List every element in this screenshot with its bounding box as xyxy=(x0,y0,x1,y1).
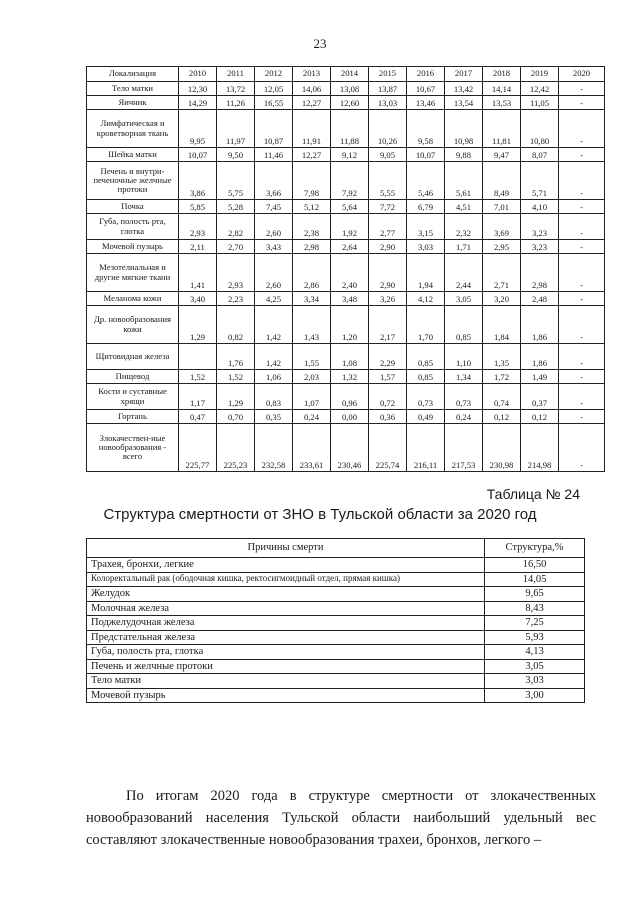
value-cell: 0,96 xyxy=(331,384,369,410)
value-cell: 9,50 xyxy=(217,148,255,162)
value-cell: 2,60 xyxy=(255,214,293,240)
value-cell: - xyxy=(559,384,605,410)
value-cell: 0,85 xyxy=(407,344,445,370)
value-cell: 1,84 xyxy=(483,306,521,344)
value-cell: 0,70 xyxy=(217,410,255,424)
localization-cell: Тело матки xyxy=(87,82,179,96)
localization-cell: Печень и внутри-печеночные желчные протоки xyxy=(87,162,179,200)
value-cell: 11,46 xyxy=(255,148,293,162)
value-cell: - xyxy=(559,148,605,162)
value-cell: 0,74 xyxy=(483,384,521,410)
value-cell: 0,72 xyxy=(369,384,407,410)
value-cell: 13,53 xyxy=(483,96,521,110)
share-cell: 3,05 xyxy=(485,659,585,674)
value-cell: 2,77 xyxy=(369,214,407,240)
value-cell: 1,41 xyxy=(179,254,217,292)
table-title: Структура смертности от ЗНО в Тульской области за 2020 год xyxy=(103,506,537,523)
value-cell: 7,92 xyxy=(331,162,369,200)
value-cell: 11,81 xyxy=(483,110,521,148)
value-cell: 10,26 xyxy=(369,110,407,148)
value-cell: 1,20 xyxy=(331,306,369,344)
value-cell: 10,07 xyxy=(179,148,217,162)
value-cell: 3,34 xyxy=(293,292,331,306)
value-cell: 3,15 xyxy=(407,214,445,240)
share-cell: 14,05 xyxy=(485,572,585,587)
header-year: 2012 xyxy=(255,67,293,82)
value-cell: 11,97 xyxy=(217,110,255,148)
value-cell: 5,61 xyxy=(445,162,483,200)
value-cell: 1,76 xyxy=(217,344,255,370)
value-cell: 2,98 xyxy=(521,254,559,292)
cause-cell: Печень и желчные протоки xyxy=(87,659,485,674)
cause-cell: Губа, полость рта, глотка xyxy=(87,645,485,660)
value-cell: 5,75 xyxy=(217,162,255,200)
value-cell: 1,29 xyxy=(179,306,217,344)
value-cell: 225,77 xyxy=(179,424,217,472)
incidence-table-header xyxy=(87,67,605,82)
value-cell: 4,51 xyxy=(445,200,483,214)
value-cell: 9,12 xyxy=(331,148,369,162)
share-cell: 4,13 xyxy=(485,645,585,660)
value-cell: 13,54 xyxy=(445,96,483,110)
value-cell: 8,49 xyxy=(483,162,521,200)
header-year: 2014 xyxy=(331,67,369,82)
value-cell: 9,95 xyxy=(179,110,217,148)
value-cell: 9,58 xyxy=(407,110,445,148)
value-cell: 1,10 xyxy=(445,344,483,370)
localization-cell: Злокачествен-ные новообразования - всего xyxy=(87,424,179,472)
value-cell: 11,88 xyxy=(331,110,369,148)
value-cell: 12,60 xyxy=(331,96,369,110)
header-year: 2017 xyxy=(445,67,483,82)
cause-cell: Молочная железа xyxy=(87,601,485,616)
value-cell: 1,06 xyxy=(255,370,293,384)
header-year: 2016 xyxy=(407,67,445,82)
mortality-table-body xyxy=(87,558,585,703)
table-row xyxy=(87,688,585,703)
value-cell: 3,26 xyxy=(369,292,407,306)
table-row xyxy=(87,424,605,472)
value-cell: 11,91 xyxy=(293,110,331,148)
value-cell: 0,82 xyxy=(217,306,255,344)
value-cell: 10,80 xyxy=(521,110,559,148)
share-cell: 9,65 xyxy=(485,587,585,602)
value-cell: 4,25 xyxy=(255,292,293,306)
share-cell: 8,43 xyxy=(485,601,585,616)
value-cell: 2,86 xyxy=(293,254,331,292)
value-cell: 9,47 xyxy=(483,148,521,162)
value-cell: 2,70 xyxy=(217,240,255,254)
value-cell: 0,85 xyxy=(445,306,483,344)
value-cell: 5,28 xyxy=(217,200,255,214)
value-cell: 7,98 xyxy=(293,162,331,200)
value-cell: 1,55 xyxy=(293,344,331,370)
header-year: 2010 xyxy=(179,67,217,82)
value-cell: 1,07 xyxy=(293,384,331,410)
table-row xyxy=(87,344,605,370)
value-cell: 0,47 xyxy=(179,410,217,424)
value-cell: 12,30 xyxy=(179,82,217,96)
table-row xyxy=(87,645,585,660)
value-cell: 0,12 xyxy=(521,410,559,424)
value-cell: 7,72 xyxy=(369,200,407,214)
value-cell: 2,60 xyxy=(255,254,293,292)
value-cell: 13,46 xyxy=(407,96,445,110)
value-cell: 225,23 xyxy=(217,424,255,472)
value-cell: - xyxy=(559,240,605,254)
value-cell: 2,11 xyxy=(179,240,217,254)
header-share: Структура,% xyxy=(485,539,585,558)
localization-cell: Гортань xyxy=(87,410,179,424)
value-cell: 1,34 xyxy=(445,370,483,384)
value-cell: 13,72 xyxy=(217,82,255,96)
value-cell: 1,42 xyxy=(255,306,293,344)
value-cell: 3,23 xyxy=(521,240,559,254)
table-row xyxy=(87,674,585,689)
share-cell: 16,50 xyxy=(485,558,585,573)
value-cell: 13,08 xyxy=(331,82,369,96)
value-cell: 11,26 xyxy=(217,96,255,110)
value-cell: 1,52 xyxy=(217,370,255,384)
localization-cell: Мочевой пузырь xyxy=(87,240,179,254)
value-cell: 3,69 xyxy=(483,214,521,240)
value-cell: 1,72 xyxy=(483,370,521,384)
value-cell: 2,93 xyxy=(217,254,255,292)
share-cell: 5,93 xyxy=(485,630,585,645)
table-row xyxy=(87,214,605,240)
value-cell: - xyxy=(559,292,605,306)
value-cell: 1,42 xyxy=(255,344,293,370)
value-cell: 216,11 xyxy=(407,424,445,472)
header-year: 2020 xyxy=(559,67,605,82)
value-cell: - xyxy=(559,370,605,384)
value-cell: - xyxy=(559,110,605,148)
value-cell: 2,38 xyxy=(293,214,331,240)
value-cell: 0,73 xyxy=(407,384,445,410)
value-cell: 3,23 xyxy=(521,214,559,240)
share-cell: 3,03 xyxy=(485,674,585,689)
value-cell: 3,86 xyxy=(179,162,217,200)
table-row xyxy=(87,82,605,96)
value-cell: 0,36 xyxy=(369,410,407,424)
value-cell: 0,24 xyxy=(445,410,483,424)
value-cell: 2,48 xyxy=(521,292,559,306)
cause-cell: Мочевой пузырь xyxy=(87,688,485,703)
table-row xyxy=(87,240,605,254)
value-cell: 10,67 xyxy=(407,82,445,96)
value-cell: 14,29 xyxy=(179,96,217,110)
value-cell: 0,00 xyxy=(331,410,369,424)
value-cell: 2,32 xyxy=(445,214,483,240)
mortality-table-header xyxy=(87,539,585,558)
localization-cell: Яичник xyxy=(87,96,179,110)
value-cell: - xyxy=(559,96,605,110)
table-row xyxy=(87,558,585,573)
table-row xyxy=(87,601,585,616)
header-row xyxy=(87,67,605,82)
header-year: 2019 xyxy=(521,67,559,82)
header-year: 2018 xyxy=(483,67,521,82)
value-cell: 1,52 xyxy=(179,370,217,384)
localization-cell: Почка xyxy=(87,200,179,214)
value-cell: 2,98 xyxy=(293,240,331,254)
localization-cell: Пищевод xyxy=(87,370,179,384)
header-localization: Локализация xyxy=(87,67,179,82)
value-cell: 6,79 xyxy=(407,200,445,214)
value-cell: 7,01 xyxy=(483,200,521,214)
value-cell: 0,35 xyxy=(255,410,293,424)
incidence-table-body xyxy=(87,82,605,472)
cause-cell: Тело матки xyxy=(87,674,485,689)
paragraph-text: По итогам 2020 года в структуре смертности от злокачественных новообразований населения Тульской области наибольший удельный вес составляют злокачественные новообразования трахеи, бронхов, легкого – xyxy=(86,787,596,848)
value-cell: 3,40 xyxy=(179,292,217,306)
localization-cell: Др. новообразования кожи xyxy=(87,306,179,344)
value-cell xyxy=(179,344,217,370)
cause-cell: Колоректальный рак (ободочная кишка, ректосигмоидный отдел, прямая кишка) xyxy=(87,572,485,587)
value-cell: 1,17 xyxy=(179,384,217,410)
value-cell: - xyxy=(559,306,605,344)
value-cell: 12,27 xyxy=(293,96,331,110)
value-cell: 1,86 xyxy=(521,306,559,344)
table-row xyxy=(87,96,605,110)
value-cell: 2,44 xyxy=(445,254,483,292)
value-cell: 14,06 xyxy=(293,82,331,96)
value-cell: 225,74 xyxy=(369,424,407,472)
value-cell: 12,05 xyxy=(255,82,293,96)
localization-cell: Шейка матки xyxy=(87,148,179,162)
value-cell: 1,71 xyxy=(445,240,483,254)
value-cell: 0,37 xyxy=(521,384,559,410)
value-cell: 7,45 xyxy=(255,200,293,214)
header-row xyxy=(87,539,585,558)
header-year: 2015 xyxy=(369,67,407,82)
value-cell: 5,12 xyxy=(293,200,331,214)
value-cell: 0,85 xyxy=(407,370,445,384)
header-year: 2011 xyxy=(217,67,255,82)
value-cell: 1,32 xyxy=(331,370,369,384)
value-cell: 1,35 xyxy=(483,344,521,370)
value-cell: 2,90 xyxy=(369,240,407,254)
value-cell: 14,14 xyxy=(483,82,521,96)
body-paragraph xyxy=(86,785,596,851)
value-cell: 233,61 xyxy=(293,424,331,472)
share-cell: 3,00 xyxy=(485,688,585,703)
value-cell: - xyxy=(559,410,605,424)
value-cell: 2,93 xyxy=(179,214,217,240)
table-row xyxy=(87,572,585,587)
value-cell: 232,58 xyxy=(255,424,293,472)
share-cell: 7,25 xyxy=(485,616,585,631)
value-cell: 0,73 xyxy=(445,384,483,410)
value-cell: 3,05 xyxy=(445,292,483,306)
table-row xyxy=(87,410,605,424)
value-cell: 3,66 xyxy=(255,162,293,200)
value-cell: 0,24 xyxy=(293,410,331,424)
value-cell: 1,29 xyxy=(217,384,255,410)
table-row xyxy=(87,306,605,344)
table-row xyxy=(87,659,585,674)
value-cell: 230,46 xyxy=(331,424,369,472)
value-cell: - xyxy=(559,214,605,240)
value-cell: 10,98 xyxy=(445,110,483,148)
value-cell: 2,17 xyxy=(369,306,407,344)
incidence-table xyxy=(86,66,605,472)
page-number: 23 xyxy=(313,36,327,51)
value-cell: - xyxy=(559,344,605,370)
value-cell: 1,49 xyxy=(521,370,559,384)
table-row xyxy=(87,616,585,631)
value-cell: 1,92 xyxy=(331,214,369,240)
mortality-table xyxy=(86,538,585,703)
header-year: 2013 xyxy=(293,67,331,82)
value-cell: 9,88 xyxy=(445,148,483,162)
value-cell: 10,07 xyxy=(407,148,445,162)
table-row xyxy=(87,200,605,214)
value-cell: - xyxy=(559,82,605,96)
value-cell: 12,42 xyxy=(521,82,559,96)
value-cell: 4,12 xyxy=(407,292,445,306)
value-cell: 2,71 xyxy=(483,254,521,292)
value-cell: 16,55 xyxy=(255,96,293,110)
value-cell: 5,55 xyxy=(369,162,407,200)
value-cell: - xyxy=(559,200,605,214)
localization-cell: Меланома кожи xyxy=(87,292,179,306)
value-cell: 9,05 xyxy=(369,148,407,162)
value-cell: 1,43 xyxy=(293,306,331,344)
value-cell: 2,90 xyxy=(369,254,407,292)
value-cell: - xyxy=(559,162,605,200)
cause-cell: Предстательная железа xyxy=(87,630,485,645)
value-cell: 13,42 xyxy=(445,82,483,96)
value-cell: 2,40 xyxy=(331,254,369,292)
table-row xyxy=(87,587,585,602)
value-cell: - xyxy=(559,424,605,472)
value-cell: 0,83 xyxy=(255,384,293,410)
table-row xyxy=(87,370,605,384)
value-cell: 230,98 xyxy=(483,424,521,472)
localization-cell: Губа, полость рта, глотка xyxy=(87,214,179,240)
value-cell: 11,05 xyxy=(521,96,559,110)
value-cell: 2,64 xyxy=(331,240,369,254)
value-cell: 3,20 xyxy=(483,292,521,306)
value-cell: 3,48 xyxy=(331,292,369,306)
value-cell: 2,29 xyxy=(369,344,407,370)
value-cell: 1,86 xyxy=(521,344,559,370)
table-row xyxy=(87,148,605,162)
value-cell: 2,03 xyxy=(293,370,331,384)
cause-cell: Поджелудочная железа xyxy=(87,616,485,631)
table-row xyxy=(87,110,605,148)
value-cell: 5,85 xyxy=(179,200,217,214)
value-cell: 3,03 xyxy=(407,240,445,254)
localization-cell: Щитовидная железа xyxy=(87,344,179,370)
value-cell: 5,71 xyxy=(521,162,559,200)
cause-cell: Желудок xyxy=(87,587,485,602)
value-cell: 2,82 xyxy=(217,214,255,240)
value-cell: 4,10 xyxy=(521,200,559,214)
value-cell: 12,27 xyxy=(293,148,331,162)
value-cell: 10,87 xyxy=(255,110,293,148)
value-cell: 2,95 xyxy=(483,240,521,254)
value-cell: 1,70 xyxy=(407,306,445,344)
value-cell: 214,98 xyxy=(521,424,559,472)
value-cell: 2,23 xyxy=(217,292,255,306)
value-cell: 13,87 xyxy=(369,82,407,96)
value-cell: 0,12 xyxy=(483,410,521,424)
value-cell: 8,07 xyxy=(521,148,559,162)
cause-cell: Трахея, бронхи, легкие xyxy=(87,558,485,573)
value-cell: 1,08 xyxy=(331,344,369,370)
table-caption: Таблица № 24 xyxy=(486,486,580,502)
localization-cell: Кости и суставные хрящи xyxy=(87,384,179,410)
table-row xyxy=(87,384,605,410)
value-cell: 3,43 xyxy=(255,240,293,254)
header-cause: Причины смерти xyxy=(87,539,485,558)
table-row xyxy=(87,162,605,200)
value-cell: 1,94 xyxy=(407,254,445,292)
localization-cell: Лимфатическая и кроветворная ткань xyxy=(87,110,179,148)
value-cell: 0,49 xyxy=(407,410,445,424)
value-cell: - xyxy=(559,254,605,292)
table-row xyxy=(87,630,585,645)
value-cell: 13,03 xyxy=(369,96,407,110)
table-row xyxy=(87,254,605,292)
value-cell: 5,46 xyxy=(407,162,445,200)
table-row xyxy=(87,292,605,306)
value-cell: 1,57 xyxy=(369,370,407,384)
value-cell: 217,53 xyxy=(445,424,483,472)
value-cell: 5,64 xyxy=(331,200,369,214)
localization-cell: Мезотелиальная и другие мягкие ткани xyxy=(87,254,179,292)
